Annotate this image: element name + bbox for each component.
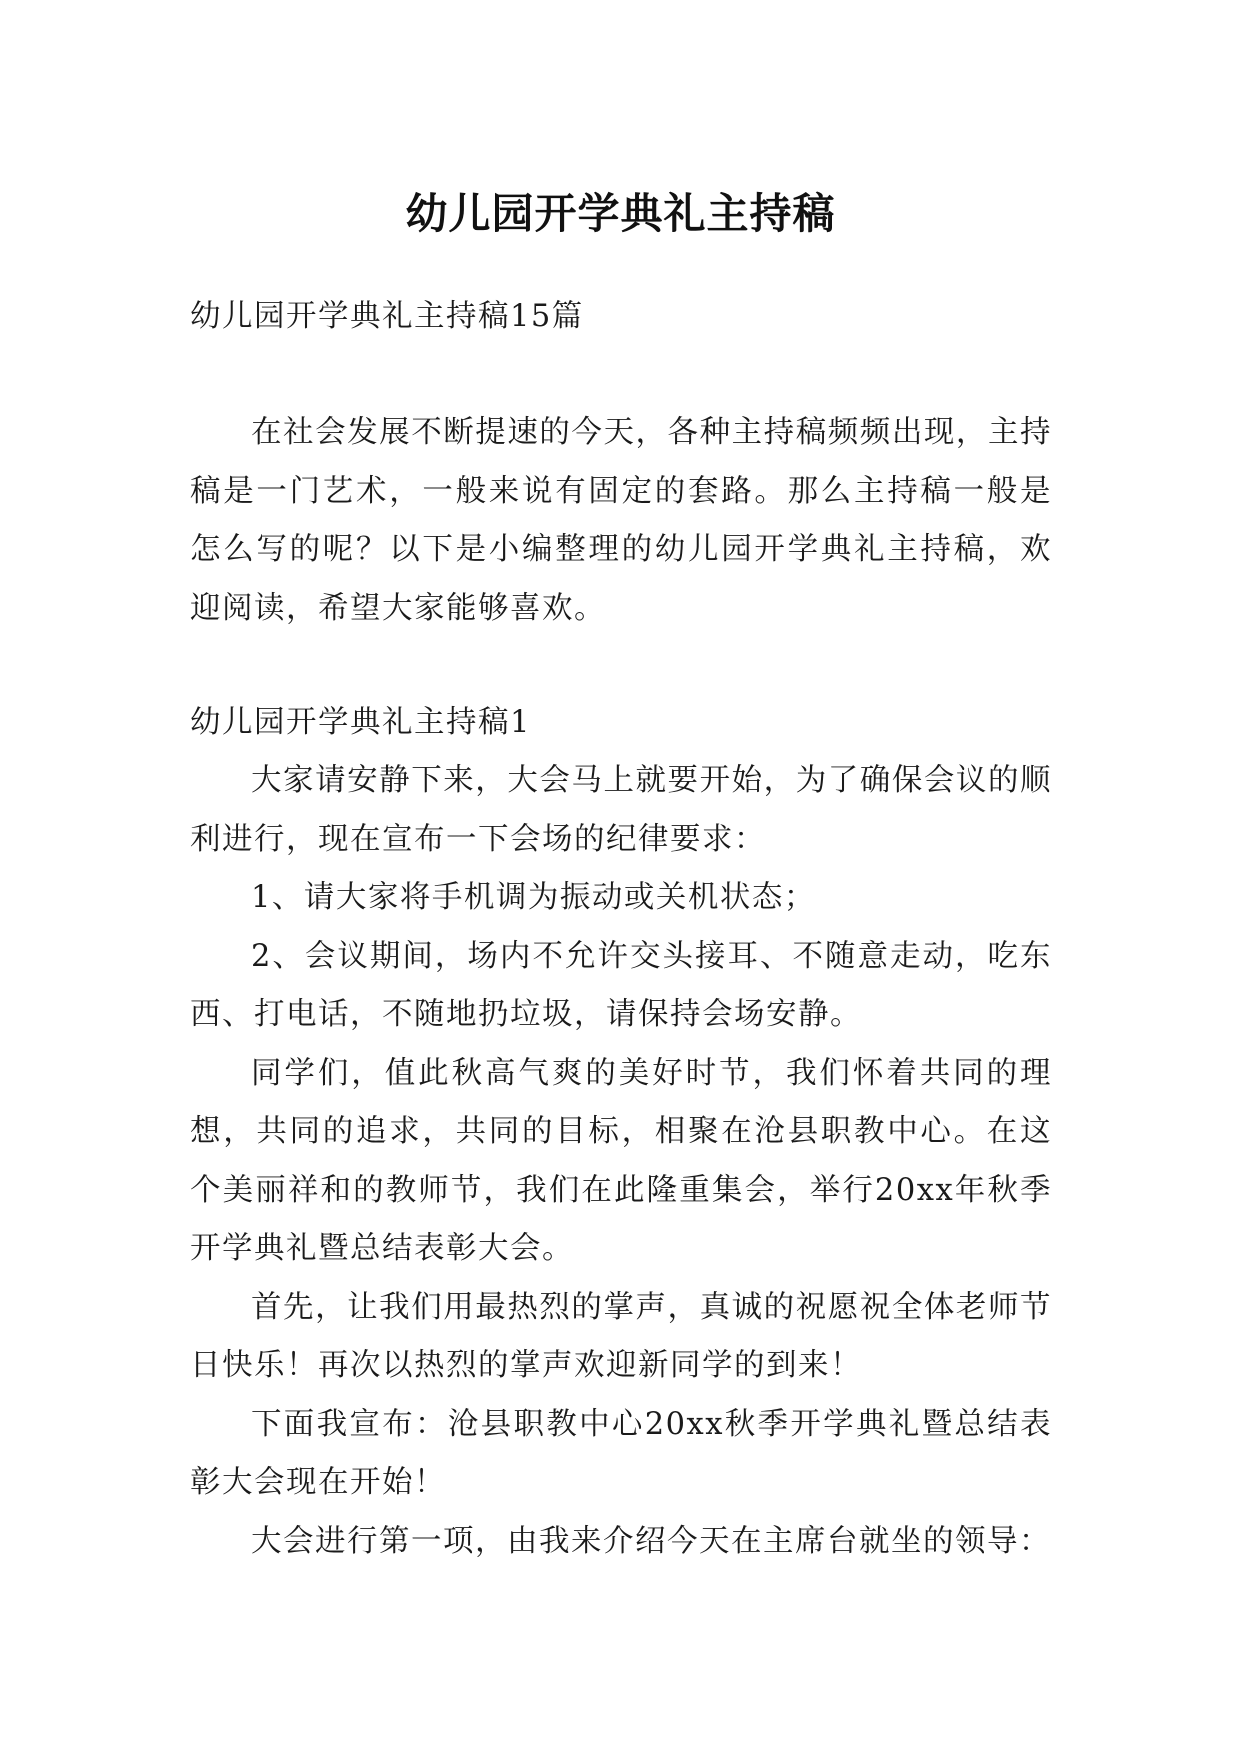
body-paragraph: 大家请安静下来，大会马上就要开始，为了确保会议的顺利进行，现在宣布一下会场的纪律要求：	[190, 763, 1052, 857]
body-paragraph: 大会进行第一项，由我来介绍今天在主席台就坐的领导：	[251, 1523, 1051, 1559]
document-subtitle: 幼儿园开学典礼主持稿15篇	[190, 299, 584, 334]
body-paragraph: 1、请大家将手机调为振动或关机状态；	[251, 880, 816, 915]
page-title: 幼儿园开学典礼主持稿	[405, 189, 836, 239]
article-body	[190, 752, 1052, 1571]
intro-paragraph: 在社会发展不断提速的今天，各种主持稿频频出现，主持稿是一门艺术，一般来说有固定的套路。那么主持稿一般是怎么写的呢？以下是小编整理的幼儿园开学典礼主持稿，欢迎阅读，希望大家能够喜欢。	[190, 415, 1052, 626]
body-paragraph: 首先，让我们用最热烈的掌声，真诚的祝愿祝全体老师节日快乐！再次以热烈的掌声欢迎新同学的到来！	[190, 1289, 1052, 1383]
body-paragraph: 下面我宣布：沧县职教中心20xx秋季开学典礼暨总结表彰大会现在开始！	[190, 1406, 1052, 1500]
section-heading: 幼儿园开学典礼主持稿1	[190, 705, 531, 740]
body-paragraph: 同学们，值此秋高气爽的美好时节，我们怀着共同的理想，共同的追求，共同的目标，相聚在沧县职教中心。在这个美丽祥和的教师节，我们在此隆重集会，举行20xx年秋季开学典礼暨总结表彰大会。	[190, 1055, 1052, 1266]
body-paragraph: 2、会议期间，场内不允许交头接耳、不随意走动，吃东西、打电话，不随地扔垃圾，请保持会场安静。	[190, 938, 1052, 1032]
